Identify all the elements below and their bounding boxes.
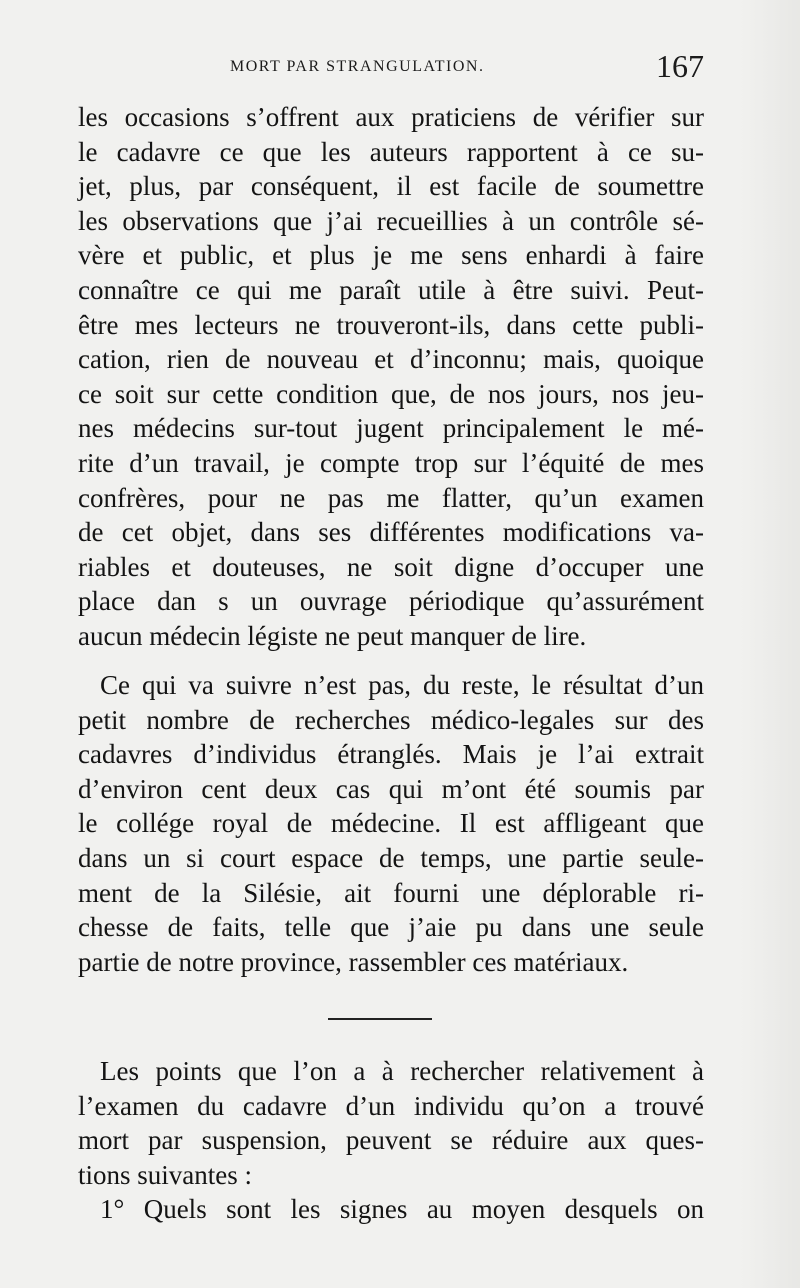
text-line: dans un si court espace de temps, une partie seule- [78, 842, 704, 873]
text-line: les occasions s’offrent aux praticiens de vérifier sur [78, 102, 704, 132]
text-line: le collége royal de médecine. Il est affligeant que [78, 808, 704, 839]
text-line: Les points que l’on a à rechercher relativement à [100, 1056, 704, 1086]
text-line: l’examen du cadavre d’un individu qu’on a trouvé [78, 1090, 704, 1121]
text-line: connaître ce qui me paraît utile à être suivi. Peut- [78, 274, 704, 305]
text-line: les observations que j’ai recueillies à un contrôle sé- [78, 205, 704, 236]
text-line: cadavres d’individus étranglés. Mais je l’ai extrait [78, 739, 704, 770]
text-line: être mes lecteurs ne trouveront-ils, dans cette publi- [78, 309, 704, 340]
page-edge-shadow [740, 0, 800, 1288]
text-line: chesse de faits, telle que j’aie pu dans une seule [78, 912, 704, 943]
text-line: ment de la Silésie, ait fourni une déplorable ri- [78, 877, 704, 908]
text-line: d’environ cent deux cas qui m’ont été soumis par [78, 773, 704, 804]
text-line: partie de notre province, rassembler ces matériaux. [78, 946, 629, 977]
text-line: tions suivantes : [78, 1159, 252, 1190]
text-line: confrères, pour ne pas me flatter, qu’un examen [78, 482, 704, 513]
text-line: ce soit sur cette condition que, de nos jours, nos jeu- [78, 378, 704, 409]
text-line: 1° Quels sont les signes au moyen desquels on [100, 1194, 704, 1225]
text-line: cation, rien de nouveau et d’inconnu; mais, quoique [78, 344, 704, 375]
text-line: le cadavre ce que les auteurs rapportent à ce su- [78, 136, 704, 167]
paragraph-1 [78, 100, 704, 654]
text-line: aucun médecin légiste ne peut manquer de lire. [78, 620, 587, 651]
text-line: jet, plus, par conséquent, il est facile de soumettre [78, 171, 704, 202]
text-line: Ce qui va suivre n’est pas, du reste, le résultat d’un [100, 670, 704, 700]
text-line: rite d’un travail, je compte trop sur l’équité de mes [78, 447, 704, 478]
text-line: place dan s un ouvrage périodique qu’assurément [78, 586, 704, 617]
section-divider [328, 1018, 432, 1020]
text-line: nes médecins sur-tout jugent principalement le mé- [78, 413, 704, 444]
text-line: petit nombre de recherches médico-legales sur des [78, 704, 704, 735]
text-line: vère et public, et plus je me sens enhardi à faire [78, 240, 704, 271]
text-line: riables et douteuses, ne soit digne d’occuper une [78, 551, 704, 582]
text-line: de cet objet, dans ses différentes modifications va- [78, 517, 704, 548]
running-title: MORT PAR STRANGULATION. [230, 58, 485, 75]
page-number: 167 [656, 48, 704, 84]
paragraph-3 [78, 1054, 704, 1227]
text-line: mort par suspension, peuvent se réduire aux ques- [78, 1125, 704, 1156]
paragraph-2 [78, 668, 704, 979]
